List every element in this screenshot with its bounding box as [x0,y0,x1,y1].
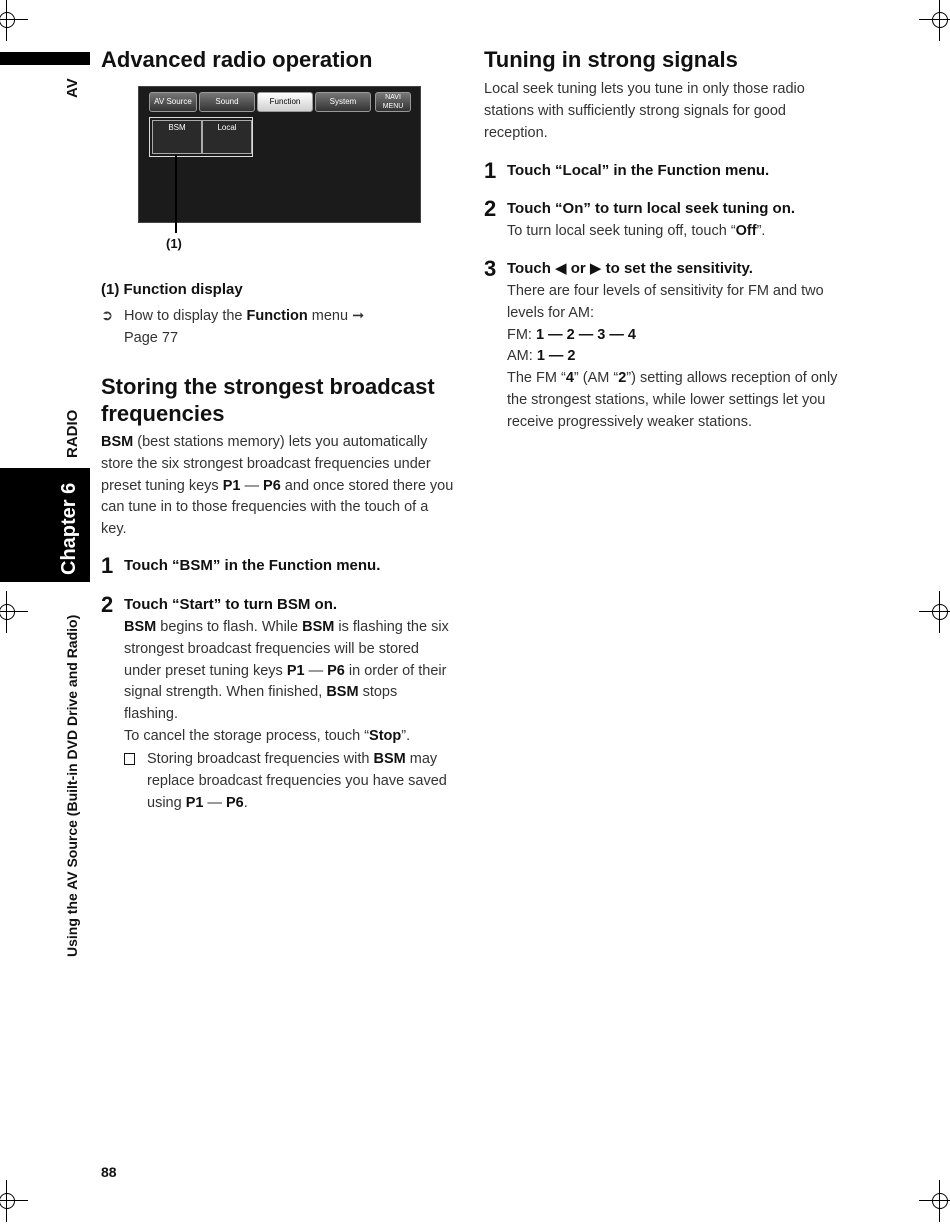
bsm-cancel-note: To cancel the storage process, touch “Stop”. [124,728,411,744]
storing-intro-paragraph: BSM (best stations memory) lets you automatically store the six strongest broadcast frequencies under preset tuning keys P1 — P6 and once stored there you can tune in to those frequencies with the touch of a key. [101,434,454,538]
screen-tab-system: System [315,92,371,112]
local-step-2-description: To turn local seek tuning off, touch “Off”. [507,223,766,239]
local-step-3: 3 Touch ◀ or ▶ to set the sensitivity. [484,256,753,281]
local-step-1: 1 Touch “Local” in the Function menu. [484,158,770,183]
screen-tab-av-source: AV Source [149,92,197,112]
tuning-intro-paragraph: Local seek tuning lets you tune in only those radio stations with sufficiently strong signals for good reception. [484,81,805,141]
screen-local-button: Local [202,120,252,154]
bsm-step-2-description: BSM begins to flash. While BSM is flashing the six strongest broadcast frequencies will be stored under preset tuning keys P1 — P6 in order of their signal strength. When finished, BSM stops flashing. [124,619,449,723]
callout-label: (1) [166,236,182,251]
bsm-step-1: 1 Touch “BSM” in the Function menu. [101,553,381,578]
screen-tab-sound: Sound [199,92,255,112]
local-step-2: 2 Touch “On” to turn local seek tuning on. [484,196,796,221]
sidebar-av-label: AV [64,78,81,98]
function-display-note: ➲ How to display the Function menu ➞ Page 77 [101,308,365,346]
crop-mark-top-right [929,9,950,31]
bsm-overwrite-note: Storing broadcast frequencies with BSM may replace broadcast frequencies you have saved using P1 — P6. [124,749,454,814]
chapter-label: Chapter 6 [58,482,80,575]
crop-mark-bottom-right [929,1190,950,1212]
crop-mark-bottom-left [0,1190,18,1212]
sidebar-top-bar [0,52,90,65]
function-display-box [149,117,253,157]
page-number: 88 [101,1164,117,1180]
callout-line [175,155,177,233]
function-menu-screenshot [138,86,421,223]
sidebar-radio-label: RADIO [64,409,81,458]
bsm-step-2: 2 Touch “Start” to turn BSM on. [101,592,338,617]
section-title-storing: Storing the strongest broadcast frequencies [101,374,435,426]
note-checkbox-icon [124,753,135,765]
local-step-3-description: There are four levels of sensitivity for FM and two levels for AM: FM: 1 — 2 — 3 — 4 AM: 1 — 2 The FM “4” (AM “2”) setting allows reception of only the strongest stations, while lower settings let you receive progressively weaker stations. [507,283,838,430]
sidebar-vertical-title: Using the AV Source (Built-in DVD Drive and Radio) [64,614,80,957]
screen-tab-navi-menu: NAVI MENU [375,92,411,112]
section-title-tuning-strong: Tuning in strong signals [484,47,738,72]
section-title-advanced-radio: Advanced radio operation [101,47,373,72]
screen-tab-function: Function [257,92,313,112]
screen-bsm-button: BSM [152,120,202,154]
crop-mark-mid-right [929,601,950,623]
crop-mark-mid-left [0,601,18,623]
crop-mark-top-left [0,9,18,31]
function-display-heading: (1) Function display [101,281,243,298]
